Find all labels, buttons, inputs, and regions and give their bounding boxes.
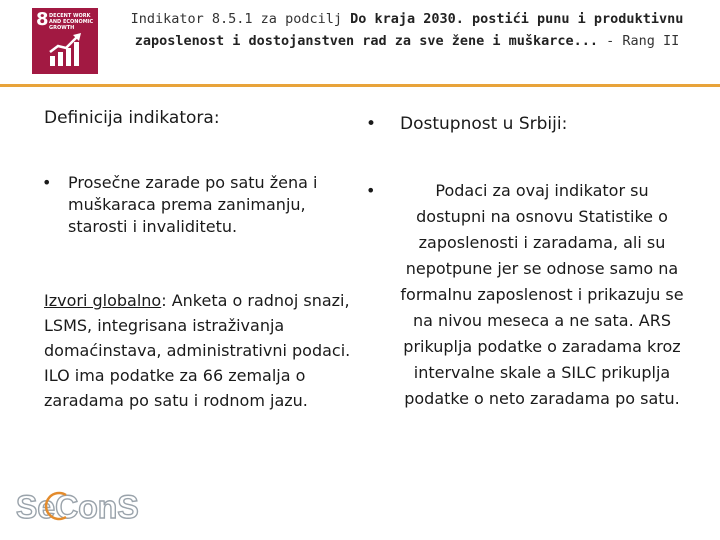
definition-title: Definicija indikatora: [44,108,220,128]
header-divider [0,84,720,87]
title-suffix: - Rang II [598,33,680,49]
logo-text: SeConS [16,489,139,525]
definition-bullet [42,172,364,238]
slide-title [112,8,702,52]
growth-chart-icon [46,30,86,68]
header [0,0,720,84]
bullet-icon: • [366,181,376,200]
sdg-8-badge [32,8,98,74]
availability-title: Dostupnost u Srbiji: [400,114,568,134]
sources-paragraph [44,288,364,413]
bullet-icon: • [366,114,377,134]
title-prefix: Indikator 8.5.1 za podcilj [130,11,351,27]
sdg-goal-text: DECENT WORK AND ECONOMIC GROWTH [49,13,94,31]
secons-logo [14,486,144,526]
definition-text: Prosečne zarade po satu žena i muškaraca prema zanimanju, starosti i invaliditetu. [68,173,318,236]
title-bold: Do kraja 2030. postići punu i produktivnu zaposlenost i dostojanstven rad za sve žene i muškarce... [134,11,684,49]
availability-text: Podaci za ovaj indikator su dostupni na osnovu Statistike o zaposlenosti i zaradama, ali su nepotpune jer se odnose samo na formalnu zaposlenost i prikazuju se na nivou meseca a ne sata. ARS prikuplja podatke o zaradama kroz intervalne skale a SILC prikuplja podatke o neto zaradama po satu. [400,181,684,408]
availability-heading [360,114,690,134]
availability-bullet [360,178,690,412]
sources-text: : Anketa o radnoj snazi, LSMS, integrisana istraživanja domaćinstava, administrativni podaci. ILO ima podatke za 66 zemalja o zaradama po satu i rodnom jazu. [44,291,351,410]
right-column [360,114,690,412]
bullet-icon: • [42,173,52,192]
left-column [44,108,364,413]
sdg-number: 8 [36,9,49,30]
sources-label: Izvori globalno [44,291,162,310]
